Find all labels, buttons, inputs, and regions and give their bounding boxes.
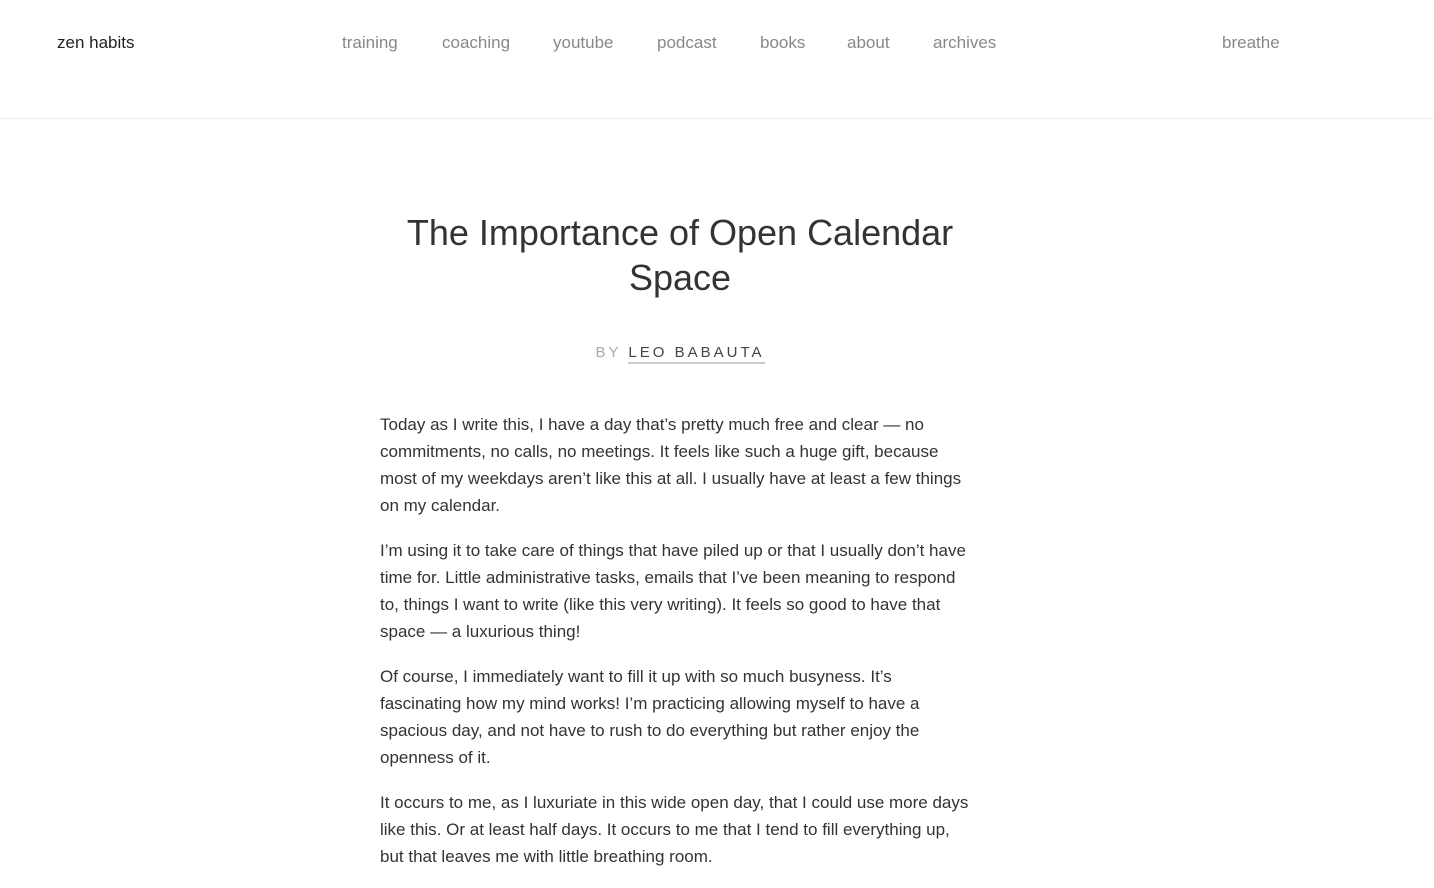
paragraph: Of course, I immediately want to fill it up with so much busyness. It’s fascinating how my mind works! I’m practicing allowing myself to have a spacious day, and not have to rush to do everything but rather enjoy the openness of it. <box>380 667 920 767</box>
article-body <box>380 411 970 888</box>
site-logo-link[interactable]: zen habits <box>57 33 135 52</box>
nav-podcast[interactable]: podcast <box>657 33 717 52</box>
paragraph: It occurs to me, as I luxuriate in this wide open day, that I could use more days like this. Or at least half days. It occurs to me that I tend to fill everything up, but that leaves me with little breathing room. <box>380 793 969 866</box>
site-header <box>0 0 1434 119</box>
nav-breathe[interactable]: breathe <box>1222 33 1280 52</box>
nav-training[interactable]: training <box>342 33 398 52</box>
paragraph: I’m using it to take care of things that have piled up or that I usually don’t have time for. Little administrative tasks, emails that I’ve been meaning to respond to, things I want to write (like this very writing). It feels so good to have that space — a luxurious thing! <box>380 541 966 641</box>
byline-prefix: BY <box>595 344 622 361</box>
nav-youtube[interactable]: youtube <box>553 33 614 52</box>
article-title: The Importance of Open Calendar Space <box>406 212 954 298</box>
author-link[interactable]: LEO BABAUTA <box>628 344 764 364</box>
nav-books[interactable]: books <box>760 33 806 52</box>
nav-coaching[interactable]: coaching <box>442 33 511 52</box>
byline <box>380 344 980 361</box>
paragraph: Today as I write this, I have a day that’s pretty much free and clear — no commitments, no calls, no meetings. It feels like such a huge gift, because most of my weekdays aren’t like this at all. I usually have at least a few things on my calendar. <box>380 415 962 515</box>
nav-about[interactable]: about <box>847 33 890 52</box>
nav-archives[interactable]: archives <box>933 33 997 52</box>
